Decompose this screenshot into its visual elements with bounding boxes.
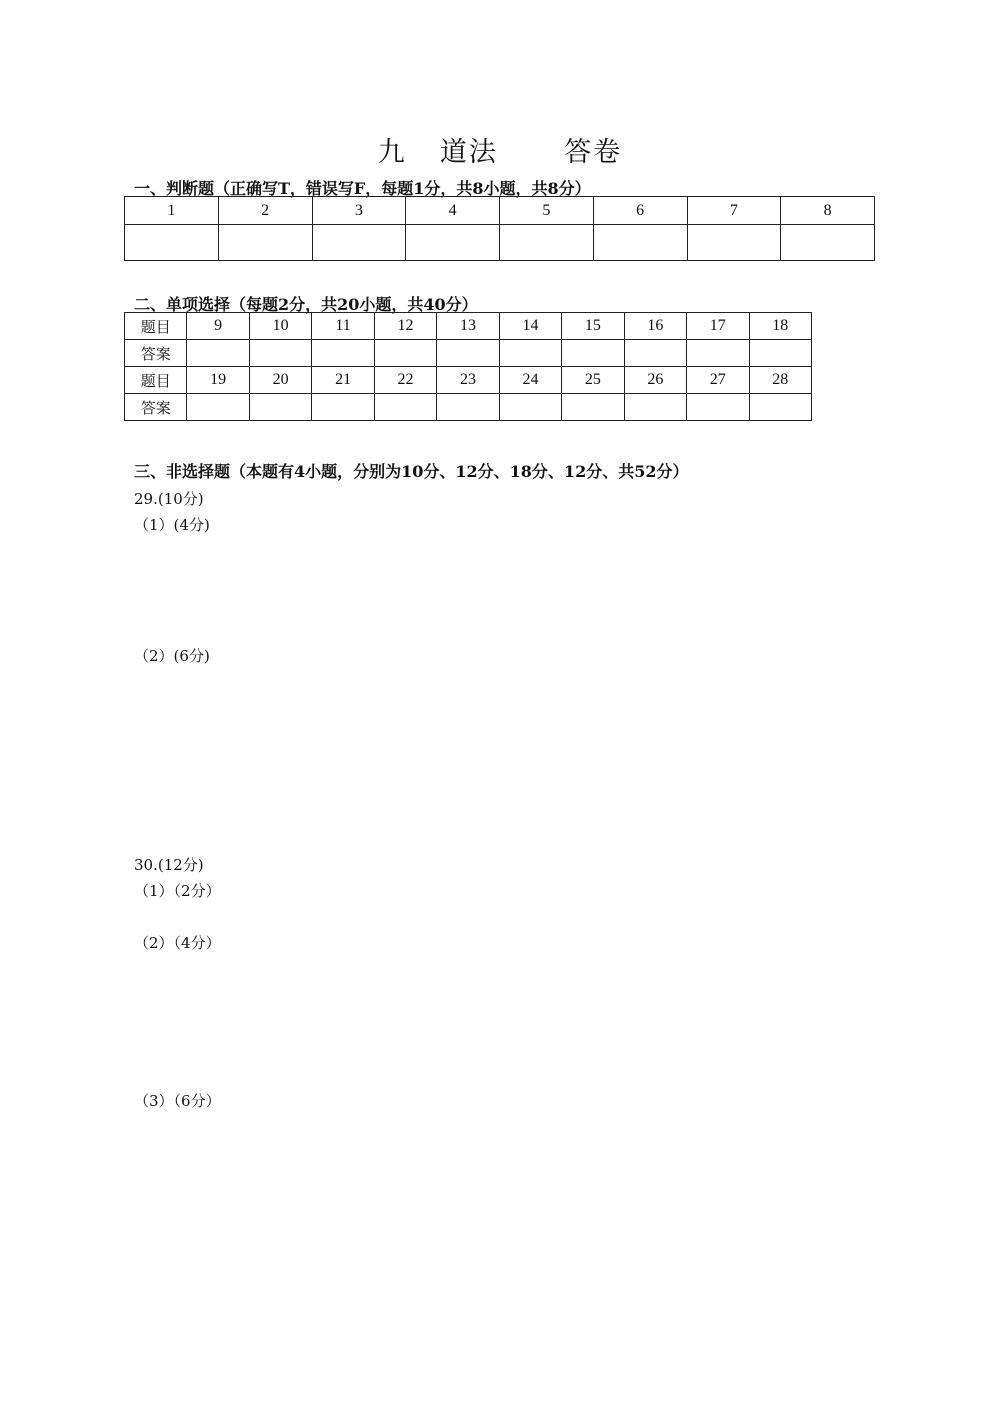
question-30-part-2: （2）（4分） [134,934,221,952]
tf-answer-cell[interactable] [312,225,406,261]
page-title: 九 道法 答卷 [377,137,623,168]
mc-answer-cell[interactable] [374,394,436,421]
question-29-part-2: （2）(6分) [134,647,210,665]
question-29-label: 29.(10分) [134,490,204,508]
mc-number-cell: 9 [187,313,249,340]
multiple-choice-answer-table [124,312,812,421]
mc-answer-cell[interactable] [374,340,436,367]
true-false-answer-row [125,225,875,261]
mc-number-cell: 25 [562,367,624,394]
mc-answer-row [125,394,812,421]
mc-number-cell: 22 [374,367,436,394]
question-30-part-1: （1）（2分） [134,882,221,900]
question-30-part-3: （3）（6分） [134,1092,221,1110]
mc-answer-cell[interactable] [249,340,311,367]
section3-heading: 三、非选择题（本题有4小题，分别为10分、12分、18分、12分、共52分） [134,462,689,481]
mc-number-cell: 14 [499,313,561,340]
tf-number-cell: 2 [218,197,312,225]
tf-number-cell: 1 [125,197,219,225]
tf-answer-cell[interactable] [781,225,875,261]
mc-answer-cell[interactable] [187,340,249,367]
mc-number-cell: 20 [249,367,311,394]
question-30-label: 30.(12分) [134,856,204,874]
mc-answer-cell[interactable] [562,340,624,367]
mc-answer-cell[interactable] [249,394,311,421]
mc-answer-cell[interactable] [437,394,499,421]
mc-answer-cell[interactable] [624,394,686,421]
tf-answer-cell[interactable] [593,225,687,261]
tf-number-cell: 4 [406,197,500,225]
mc-answer-cell[interactable] [624,340,686,367]
section2-heading: 二、单项选择（每题2分，共20小题，共40分） [134,295,478,314]
tf-answer-cell[interactable] [406,225,500,261]
mc-number-cell: 12 [374,313,436,340]
true-false-answer-table [124,196,875,261]
mc-number-cell: 18 [749,313,811,340]
tf-answer-cell[interactable] [218,225,312,261]
tf-number-cell: 8 [781,197,875,225]
mc-number-cell: 19 [187,367,249,394]
mc-answer-cell[interactable] [187,394,249,421]
question-29-part-1: （1）(4分) [134,516,210,534]
tf-answer-cell[interactable] [500,225,594,261]
mc-number-cell: 17 [687,313,749,340]
tf-number-cell: 6 [593,197,687,225]
mc-number-cell: 28 [749,367,811,394]
mc-number-cell: 11 [312,313,374,340]
mc-answer-cell[interactable] [749,394,811,421]
mc-number-cell: 21 [312,367,374,394]
mc-number-cell: 16 [624,313,686,340]
tf-number-cell: 7 [687,197,781,225]
tf-number-cell: 3 [312,197,406,225]
mc-answer-cell[interactable] [499,340,561,367]
tf-number-cell: 5 [500,197,594,225]
row-label-question: 题目 [125,313,187,340]
row-label-question: 题目 [125,367,187,394]
mc-answer-cell[interactable] [687,340,749,367]
mc-answer-cell[interactable] [499,394,561,421]
mc-answer-cell[interactable] [562,394,624,421]
true-false-number-row [125,197,875,225]
mc-answer-cell[interactable] [437,340,499,367]
mc-number-cell: 23 [437,367,499,394]
section1-heading: 一、判断题（正确写T，错误写F，每题1分，共8小题，共8分） [134,179,591,198]
mc-answer-cell[interactable] [312,394,374,421]
tf-answer-cell[interactable] [687,225,781,261]
mc-answer-cell[interactable] [687,394,749,421]
mc-number-cell: 10 [249,313,311,340]
mc-question-row [125,367,812,394]
mc-question-row [125,313,812,340]
row-label-answer: 答案 [125,394,187,421]
mc-number-cell: 26 [624,367,686,394]
mc-number-cell: 15 [562,313,624,340]
mc-answer-cell[interactable] [749,340,811,367]
tf-answer-cell[interactable] [125,225,219,261]
mc-number-cell: 24 [499,367,561,394]
mc-number-cell: 13 [437,313,499,340]
mc-answer-row [125,340,812,367]
mc-answer-cell[interactable] [312,340,374,367]
mc-number-cell: 27 [687,367,749,394]
row-label-answer: 答案 [125,340,187,367]
